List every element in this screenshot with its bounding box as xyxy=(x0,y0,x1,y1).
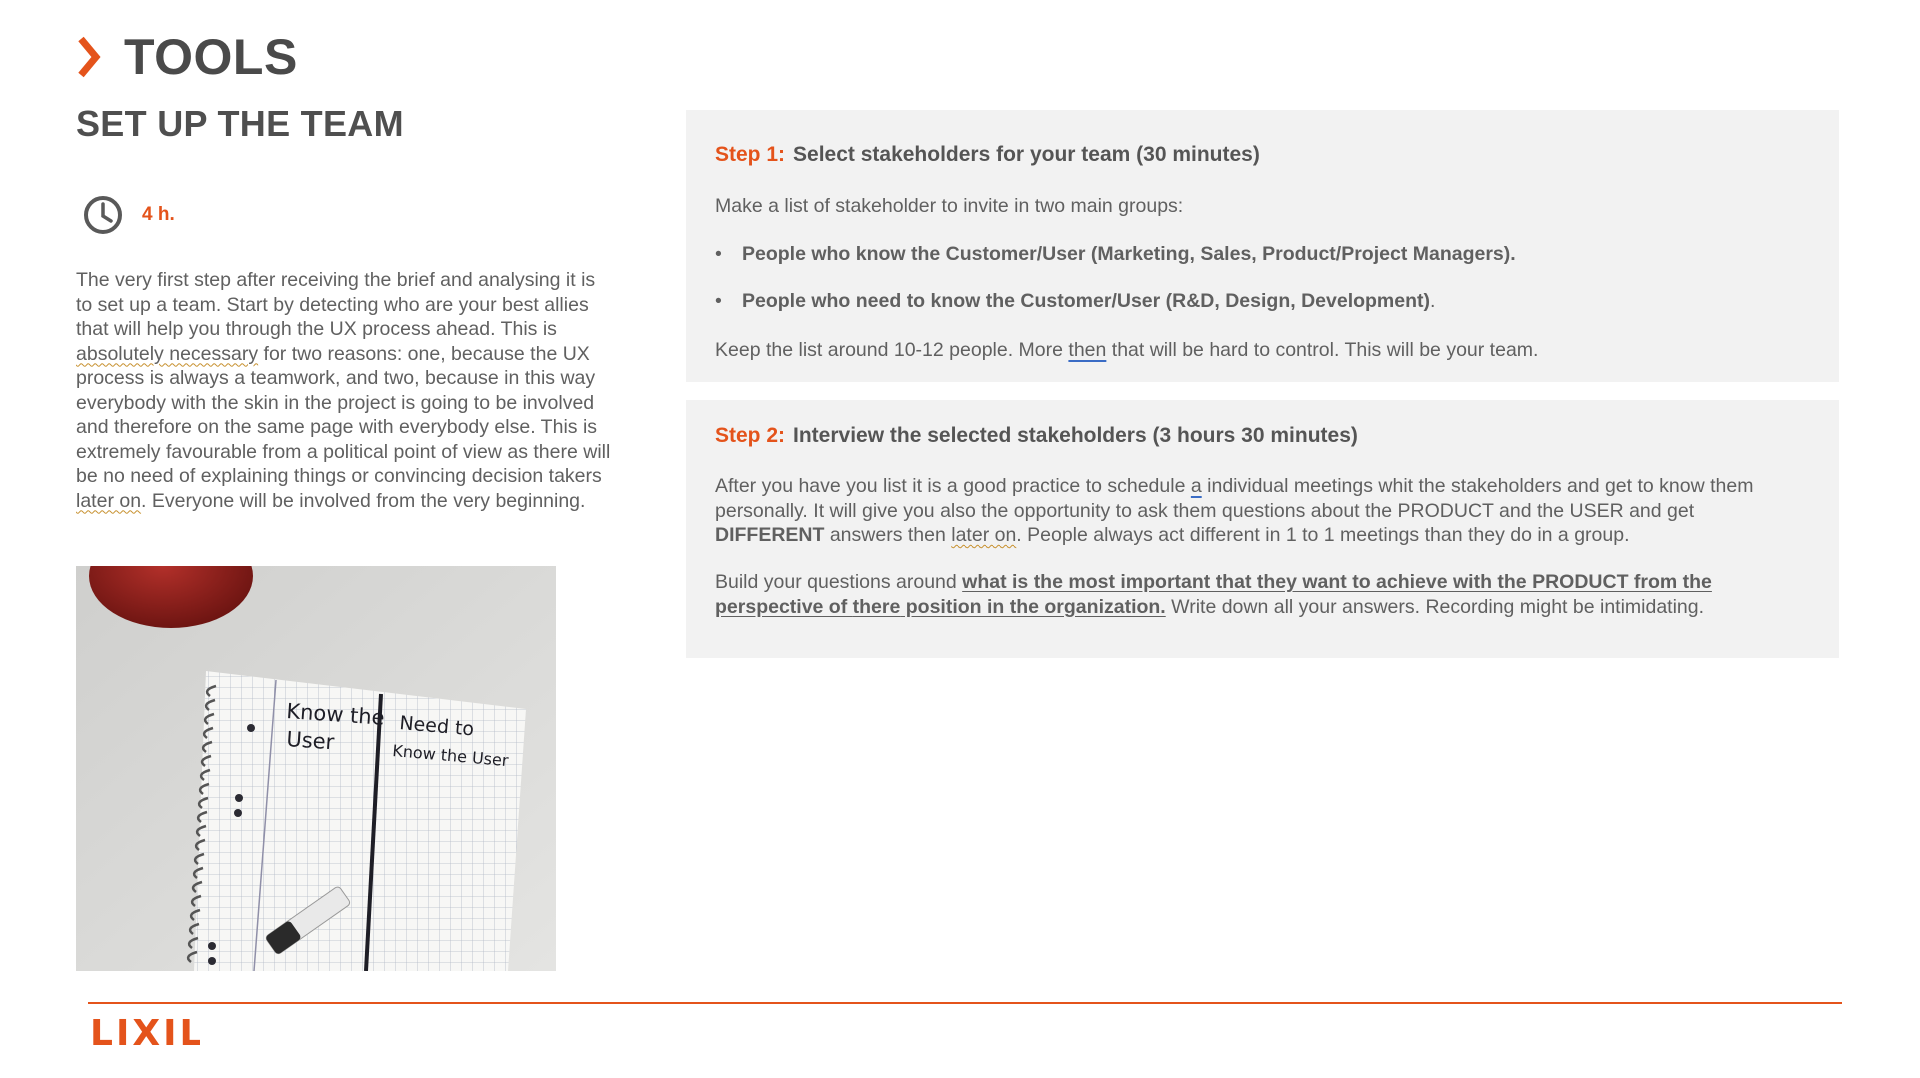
chevron-right-icon xyxy=(76,35,102,79)
step2-card xyxy=(686,400,1839,658)
handwritten-label: Know the User xyxy=(391,741,510,771)
step2-label: Step 2: xyxy=(715,424,786,447)
step1-title: Select stakeholders for your team (30 minutes) xyxy=(793,143,1260,166)
step1-closing-text: Keep the list around 10-12 people. More xyxy=(715,339,1069,361)
step2-text: . People always act different in 1 to 1 meetings than they do in a group. xyxy=(1016,524,1630,546)
step2-paragraph xyxy=(715,570,1805,619)
handwritten-label: User xyxy=(285,727,336,755)
footer-divider xyxy=(88,1002,1842,1004)
intro-text: . Everyone will be involved from the very beginning. xyxy=(141,489,586,512)
step2-paragraph xyxy=(715,474,1805,548)
header xyxy=(76,28,298,86)
step2-title: Interview the selected stakeholders (3 hours 30 minutes) xyxy=(793,424,1358,447)
bullet-dot: • xyxy=(715,290,722,312)
bullet-text: People who need to know the Customer/User (R&D, Design, Development) xyxy=(742,290,1431,312)
bullet-dot: • xyxy=(715,243,722,265)
intro-text: The very first step after receiving the brief and analysing it is to set up a team. Start by detecting who are your best allies that will help you through the UX process ahead. This is xyxy=(76,269,596,340)
step2-text: individual meetings whit the stakeholders and get to know them personally. It will give you also the opportunity to ask them questions about the PRODUCT and the USER and get xyxy=(715,475,1754,522)
step1-closing-text: that will be hard to control. This will be your team. xyxy=(1106,339,1539,361)
logo-text: LIXIL xyxy=(90,1014,200,1050)
intro-paragraph xyxy=(76,268,616,513)
page-subtitle: SET UP THE TEAM xyxy=(76,103,404,144)
handwritten-label: Need to xyxy=(398,712,475,741)
bullet-text: . xyxy=(1430,290,1436,312)
clock-icon xyxy=(82,194,124,236)
step1-intro: Make a list of stakeholder to invite in two main groups: xyxy=(715,195,1184,217)
page-title: TOOLS xyxy=(124,29,298,85)
step2-text: answers then xyxy=(824,524,952,546)
step1-label: Step 1: xyxy=(715,143,786,166)
step1-heading xyxy=(715,143,1260,167)
lixil-logo xyxy=(90,1014,200,1055)
step2-text-bold: DIFFERENT xyxy=(715,524,825,546)
notebook-illustration xyxy=(76,566,556,971)
duration-label: 4 h. xyxy=(142,204,175,225)
duration xyxy=(82,194,175,236)
notebook-photo xyxy=(76,566,556,971)
intro-text-flagged: absolutely necessary xyxy=(76,342,259,365)
step2-text-emphasis: position in the organization. xyxy=(900,595,1166,618)
step2-text: After you have you list it is a good practice to schedule xyxy=(715,475,1191,497)
intro-text: for two reasons: one, because the UX process is always a teamwork, and two, because in this way everybody with the skin in the project is going to be involved and therefore on the same page with everybody else. This is extremely favourable from a political point of view as there will be no need of explaining things or convincing decision takers xyxy=(76,342,611,487)
step2-heading xyxy=(715,424,1358,448)
step1-bullet xyxy=(715,290,1435,313)
step1-card xyxy=(686,110,1839,382)
step2-text: Build your questions around xyxy=(715,571,963,593)
step2-text-flagged: there xyxy=(852,595,901,618)
bullet-text: People who know the Customer/User (Marketing, Sales, Product/Project Managers). xyxy=(742,243,1516,265)
step2-text: Write down all your answers. Recording might be intimidating. xyxy=(1165,595,1705,618)
handwritten-label: Know the xyxy=(285,699,386,730)
step2-text-flagged: a xyxy=(1190,475,1202,497)
step1-closing-flagged: then xyxy=(1068,339,1107,361)
step2-text-emphasis: what is the most important that they want to achieve with the PRODUCT from the perspective of xyxy=(715,571,1712,618)
step1-closing xyxy=(715,338,1805,363)
step1-bullet xyxy=(715,243,1516,266)
intro-text-flagged: later on xyxy=(76,489,142,512)
step2-text-flagged: later on xyxy=(951,524,1017,546)
